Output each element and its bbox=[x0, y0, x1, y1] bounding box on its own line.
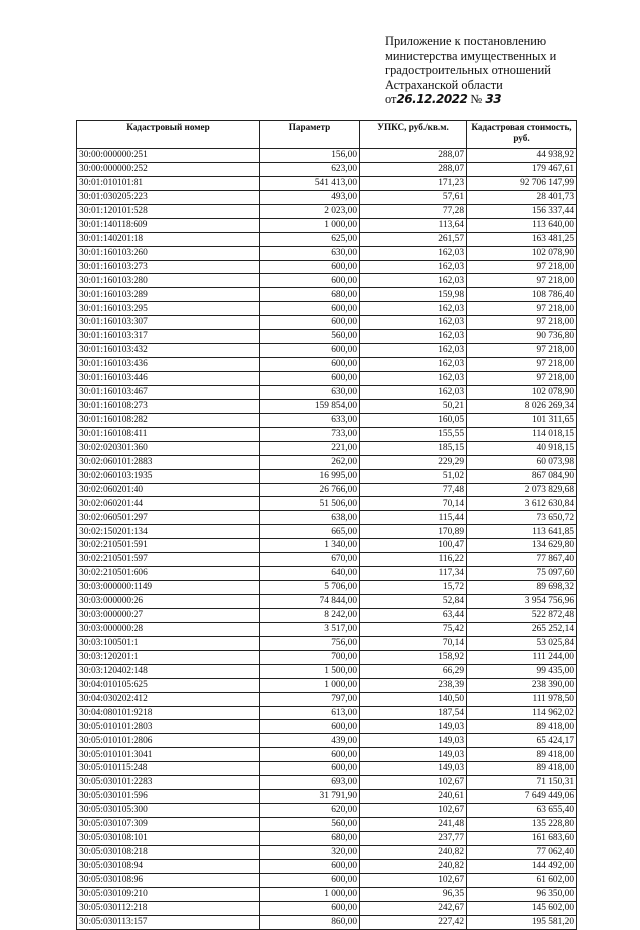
column-header-upks: УПКС, руб./кв.м. bbox=[360, 121, 467, 149]
cell-parameter: 5 706,00 bbox=[260, 581, 360, 595]
cell-cadastral-value: 28 401,73 bbox=[467, 190, 577, 204]
cell-cadastral-value: 97 218,00 bbox=[467, 316, 577, 330]
table-row bbox=[77, 149, 577, 163]
cell-upks: 162,03 bbox=[360, 302, 467, 316]
table-row bbox=[77, 288, 577, 302]
cell-cadastral-value: 113 640,00 bbox=[467, 218, 577, 232]
cell-cadastral-value: 40 918,15 bbox=[467, 441, 577, 455]
cell-cadastral-value: 522 872,48 bbox=[467, 608, 577, 622]
cell-cadastral-value: 265 252,14 bbox=[467, 622, 577, 636]
cell-upks: 115,44 bbox=[360, 511, 467, 525]
cell-upks: 96,35 bbox=[360, 887, 467, 901]
cell-cadastral-value: 65 424,17 bbox=[467, 734, 577, 748]
cell-cadastral-number: 30:03:120201:1 bbox=[77, 650, 260, 664]
cell-parameter: 600,00 bbox=[260, 873, 360, 887]
table-row bbox=[77, 246, 577, 260]
cell-cadastral-number: 30:05:030108:101 bbox=[77, 831, 260, 845]
cell-cadastral-number: 30:02:060201:44 bbox=[77, 497, 260, 511]
column-header-parameter: Параметр bbox=[260, 121, 360, 149]
document-date-number bbox=[385, 92, 625, 107]
table-row bbox=[77, 330, 577, 344]
cell-upks: 50,21 bbox=[360, 399, 467, 413]
cell-parameter: 600,00 bbox=[260, 859, 360, 873]
cell-upks: 116,22 bbox=[360, 553, 467, 567]
cell-upks: 171,23 bbox=[360, 176, 467, 190]
cell-cadastral-value: 111 244,00 bbox=[467, 650, 577, 664]
cell-upks: 15,72 bbox=[360, 581, 467, 595]
table-row bbox=[77, 274, 577, 288]
cell-cadastral-value: 89 418,00 bbox=[467, 762, 577, 776]
cell-cadastral-number: 30:02:060501:297 bbox=[77, 511, 260, 525]
cell-parameter: 31 791,90 bbox=[260, 790, 360, 804]
cell-cadastral-number: 30:01:160103:260 bbox=[77, 246, 260, 260]
handwritten-date: 26.12.2022 bbox=[396, 92, 468, 107]
table-row bbox=[77, 887, 577, 901]
cell-cadastral-value: 238 390,00 bbox=[467, 678, 577, 692]
cell-cadastral-value: 867 084,90 bbox=[467, 469, 577, 483]
cell-parameter: 670,00 bbox=[260, 553, 360, 567]
cell-parameter: 600,00 bbox=[260, 358, 360, 372]
cell-upks: 162,03 bbox=[360, 358, 467, 372]
cell-cadastral-value: 53 025,84 bbox=[467, 636, 577, 650]
table-row bbox=[77, 873, 577, 887]
table-row bbox=[77, 776, 577, 790]
table-row bbox=[77, 218, 577, 232]
cell-cadastral-value: 179 467,61 bbox=[467, 162, 577, 176]
cell-upks: 155,55 bbox=[360, 427, 467, 441]
cell-upks: 288,07 bbox=[360, 162, 467, 176]
cell-cadastral-number: 30:05:030112:218 bbox=[77, 901, 260, 915]
table-row bbox=[77, 678, 577, 692]
cell-upks: 66,29 bbox=[360, 664, 467, 678]
table-row bbox=[77, 483, 577, 497]
cell-cadastral-value: 61 602,00 bbox=[467, 873, 577, 887]
cell-upks: 242,67 bbox=[360, 901, 467, 915]
header-line-2: министерства имущественных и bbox=[385, 48, 557, 63]
cell-upks: 113,64 bbox=[360, 218, 467, 232]
table-row bbox=[77, 636, 577, 650]
cell-cadastral-value: 163 481,25 bbox=[467, 232, 577, 246]
cell-parameter: 1 000,00 bbox=[260, 887, 360, 901]
cell-cadastral-value: 108 786,40 bbox=[467, 288, 577, 302]
cadastral-value-table bbox=[76, 120, 577, 930]
cell-parameter: 600,00 bbox=[260, 372, 360, 386]
cell-parameter: 74 844,00 bbox=[260, 595, 360, 609]
cell-cadastral-value: 60 073,98 bbox=[467, 455, 577, 469]
cell-cadastral-value: 77 062,40 bbox=[467, 845, 577, 859]
cell-upks: 187,54 bbox=[360, 706, 467, 720]
cell-cadastral-value: 135 228,80 bbox=[467, 818, 577, 832]
header-line-4: Астраханской области bbox=[385, 77, 503, 92]
table-row bbox=[77, 553, 577, 567]
cell-cadastral-value: 44 938,92 bbox=[467, 149, 577, 163]
cell-upks: 70,14 bbox=[360, 497, 467, 511]
cell-parameter: 680,00 bbox=[260, 288, 360, 302]
table-row bbox=[77, 358, 577, 372]
cell-cadastral-number: 30:02:210501:606 bbox=[77, 567, 260, 581]
cell-upks: 288,07 bbox=[360, 149, 467, 163]
cell-parameter: 16 995,00 bbox=[260, 469, 360, 483]
cell-upks: 75,42 bbox=[360, 622, 467, 636]
cell-parameter: 600,00 bbox=[260, 260, 360, 274]
cell-upks: 162,03 bbox=[360, 274, 467, 288]
table-row bbox=[77, 845, 577, 859]
column-header-cadastral-value: Кадастровая стоимость, руб. bbox=[467, 121, 577, 149]
header-line-3: градостроительных отношений bbox=[385, 63, 551, 78]
cell-upks: 77,48 bbox=[360, 483, 467, 497]
cell-parameter: 665,00 bbox=[260, 525, 360, 539]
cell-upks: 227,42 bbox=[360, 915, 467, 929]
cell-cadastral-value: 89 418,00 bbox=[467, 720, 577, 734]
cell-cadastral-number: 30:01:160103:467 bbox=[77, 385, 260, 399]
cell-cadastral-number: 30:01:120101:528 bbox=[77, 204, 260, 218]
cell-cadastral-value: 99 435,00 bbox=[467, 664, 577, 678]
cell-parameter: 600,00 bbox=[260, 316, 360, 330]
cell-parameter: 26 766,00 bbox=[260, 483, 360, 497]
table-row bbox=[77, 818, 577, 832]
table-row bbox=[77, 162, 577, 176]
table-row bbox=[77, 260, 577, 274]
cell-cadastral-number: 30:03:000000:26 bbox=[77, 595, 260, 609]
cell-upks: 162,03 bbox=[360, 246, 467, 260]
cell-upks: 241,48 bbox=[360, 818, 467, 832]
table-row bbox=[77, 915, 577, 929]
cell-parameter: 797,00 bbox=[260, 692, 360, 706]
column-header-cadastral-number: Кадастровый номер bbox=[77, 121, 260, 149]
table-row bbox=[77, 692, 577, 706]
cell-parameter: 630,00 bbox=[260, 385, 360, 399]
table-row bbox=[77, 455, 577, 469]
table-row bbox=[77, 511, 577, 525]
cell-upks: 149,03 bbox=[360, 734, 467, 748]
table-header-row bbox=[77, 121, 577, 149]
table-row bbox=[77, 413, 577, 427]
table-body bbox=[77, 149, 577, 930]
cell-parameter: 8 242,00 bbox=[260, 608, 360, 622]
cell-parameter: 156,00 bbox=[260, 149, 360, 163]
cell-cadastral-value: 7 649 449,06 bbox=[467, 790, 577, 804]
table-row bbox=[77, 706, 577, 720]
cell-parameter: 600,00 bbox=[260, 274, 360, 288]
cell-parameter: 640,00 bbox=[260, 567, 360, 581]
table-row bbox=[77, 720, 577, 734]
cell-upks: 229,29 bbox=[360, 455, 467, 469]
cell-upks: 162,03 bbox=[360, 385, 467, 399]
cell-parameter: 221,00 bbox=[260, 441, 360, 455]
cell-cadastral-value: 134 629,80 bbox=[467, 539, 577, 553]
cell-cadastral-number: 30:02:060101:2883 bbox=[77, 455, 260, 469]
cell-cadastral-value: 77 867,40 bbox=[467, 553, 577, 567]
cell-cadastral-number: 30:05:030108:94 bbox=[77, 859, 260, 873]
table-row bbox=[77, 469, 577, 483]
cell-parameter: 439,00 bbox=[260, 734, 360, 748]
cell-cadastral-number: 30:02:210501:591 bbox=[77, 539, 260, 553]
table-row bbox=[77, 608, 577, 622]
cell-parameter: 493,00 bbox=[260, 190, 360, 204]
cell-cadastral-number: 30:03:000000:1149 bbox=[77, 581, 260, 595]
cell-cadastral-number: 30:05:030109:210 bbox=[77, 887, 260, 901]
cell-parameter: 560,00 bbox=[260, 818, 360, 832]
cell-parameter: 620,00 bbox=[260, 804, 360, 818]
cell-cadastral-value: 63 655,40 bbox=[467, 804, 577, 818]
cell-cadastral-value: 102 078,90 bbox=[467, 385, 577, 399]
cell-cadastral-value: 71 150,31 bbox=[467, 776, 577, 790]
cell-cadastral-value: 90 736,80 bbox=[467, 330, 577, 344]
cell-upks: 149,03 bbox=[360, 762, 467, 776]
cell-cadastral-number: 30:01:160103:289 bbox=[77, 288, 260, 302]
table-row bbox=[77, 441, 577, 455]
cell-cadastral-number: 30:03:120402:148 bbox=[77, 664, 260, 678]
number-prefix: № bbox=[470, 92, 483, 107]
cell-cadastral-value: 195 581,20 bbox=[467, 915, 577, 929]
cell-cadastral-value: 161 683,60 bbox=[467, 831, 577, 845]
cell-cadastral-value: 144 492,00 bbox=[467, 859, 577, 873]
cell-cadastral-value: 97 218,00 bbox=[467, 344, 577, 358]
cell-upks: 170,89 bbox=[360, 525, 467, 539]
cell-cadastral-number: 30:05:030108:218 bbox=[77, 845, 260, 859]
cell-parameter: 600,00 bbox=[260, 344, 360, 358]
table-row bbox=[77, 650, 577, 664]
table-row bbox=[77, 901, 577, 915]
cell-cadastral-number: 30:02:060201:40 bbox=[77, 483, 260, 497]
cell-upks: 185,15 bbox=[360, 441, 467, 455]
cell-cadastral-number: 30:03:100501:1 bbox=[77, 636, 260, 650]
cell-cadastral-number: 30:05:010101:3041 bbox=[77, 748, 260, 762]
cell-parameter: 262,00 bbox=[260, 455, 360, 469]
cell-cadastral-number: 30:04:030202:412 bbox=[77, 692, 260, 706]
cell-parameter: 600,00 bbox=[260, 901, 360, 915]
table-row bbox=[77, 748, 577, 762]
cell-cadastral-value: 73 650,72 bbox=[467, 511, 577, 525]
cell-parameter: 756,00 bbox=[260, 636, 360, 650]
date-prefix: от bbox=[385, 92, 397, 107]
cell-parameter: 600,00 bbox=[260, 748, 360, 762]
cell-parameter: 733,00 bbox=[260, 427, 360, 441]
document-header bbox=[385, 34, 625, 107]
cell-cadastral-number: 30:05:030113:157 bbox=[77, 915, 260, 929]
cell-cadastral-number: 30:05:030105:300 bbox=[77, 804, 260, 818]
table-row bbox=[77, 204, 577, 218]
table-row bbox=[77, 232, 577, 246]
cell-cadastral-number: 30:00:000000:252 bbox=[77, 162, 260, 176]
cell-parameter: 3 517,00 bbox=[260, 622, 360, 636]
cell-upks: 238,39 bbox=[360, 678, 467, 692]
cell-parameter: 633,00 bbox=[260, 413, 360, 427]
cell-cadastral-value: 2 073 829,68 bbox=[467, 483, 577, 497]
cell-cadastral-number: 30:01:140118:609 bbox=[77, 218, 260, 232]
cell-upks: 162,03 bbox=[360, 316, 467, 330]
cell-upks: 240,82 bbox=[360, 859, 467, 873]
cell-parameter: 320,00 bbox=[260, 845, 360, 859]
table-row bbox=[77, 539, 577, 553]
cell-cadastral-value: 97 218,00 bbox=[467, 260, 577, 274]
table-row bbox=[77, 302, 577, 316]
cell-cadastral-number: 30:03:000000:27 bbox=[77, 608, 260, 622]
cell-parameter: 638,00 bbox=[260, 511, 360, 525]
cell-upks: 261,57 bbox=[360, 232, 467, 246]
cell-cadastral-number: 30:05:010101:2806 bbox=[77, 734, 260, 748]
cell-cadastral-number: 30:01:140201:18 bbox=[77, 232, 260, 246]
cell-parameter: 159 854,00 bbox=[260, 399, 360, 413]
cell-cadastral-number: 30:02:020301:360 bbox=[77, 441, 260, 455]
table-row bbox=[77, 372, 577, 386]
cell-upks: 162,03 bbox=[360, 344, 467, 358]
table-row bbox=[77, 804, 577, 818]
cell-parameter: 1 500,00 bbox=[260, 664, 360, 678]
cell-cadastral-number: 30:01:160103:317 bbox=[77, 330, 260, 344]
cell-cadastral-number: 30:01:160108:411 bbox=[77, 427, 260, 441]
cell-cadastral-number: 30:05:030101:2283 bbox=[77, 776, 260, 790]
cell-cadastral-value: 97 218,00 bbox=[467, 372, 577, 386]
cell-parameter: 680,00 bbox=[260, 831, 360, 845]
cell-cadastral-value: 102 078,90 bbox=[467, 246, 577, 260]
cell-parameter: 613,00 bbox=[260, 706, 360, 720]
cell-parameter: 630,00 bbox=[260, 246, 360, 260]
cell-cadastral-number: 30:05:030107:309 bbox=[77, 818, 260, 832]
cell-cadastral-number: 30:01:160103:273 bbox=[77, 260, 260, 274]
cell-parameter: 625,00 bbox=[260, 232, 360, 246]
cell-upks: 140,50 bbox=[360, 692, 467, 706]
table-row bbox=[77, 581, 577, 595]
table-row bbox=[77, 734, 577, 748]
table-row bbox=[77, 622, 577, 636]
table-row bbox=[77, 859, 577, 873]
cell-upks: 149,03 bbox=[360, 720, 467, 734]
table-row bbox=[77, 790, 577, 804]
cell-cadastral-value: 97 218,00 bbox=[467, 358, 577, 372]
table-row bbox=[77, 595, 577, 609]
cell-parameter: 51 506,00 bbox=[260, 497, 360, 511]
cell-cadastral-number: 30:01:160103:436 bbox=[77, 358, 260, 372]
table-row bbox=[77, 385, 577, 399]
cell-cadastral-number: 30:02:150201:134 bbox=[77, 525, 260, 539]
cell-parameter: 600,00 bbox=[260, 302, 360, 316]
cell-cadastral-number: 30:05:010101:2803 bbox=[77, 720, 260, 734]
cell-cadastral-number: 30:01:010101:81 bbox=[77, 176, 260, 190]
cell-cadastral-number: 30:01:160103:446 bbox=[77, 372, 260, 386]
cell-upks: 63,44 bbox=[360, 608, 467, 622]
cell-cadastral-number: 30:03:000000:28 bbox=[77, 622, 260, 636]
table-row bbox=[77, 176, 577, 190]
table-row bbox=[77, 190, 577, 204]
cell-cadastral-number: 30:01:160103:295 bbox=[77, 302, 260, 316]
cell-cadastral-value: 89 418,00 bbox=[467, 748, 577, 762]
table-row bbox=[77, 497, 577, 511]
cell-parameter: 1 000,00 bbox=[260, 678, 360, 692]
cell-parameter: 560,00 bbox=[260, 330, 360, 344]
cell-cadastral-number: 30:00:000000:251 bbox=[77, 149, 260, 163]
cell-upks: 149,03 bbox=[360, 748, 467, 762]
cell-parameter: 600,00 bbox=[260, 762, 360, 776]
handwritten-number: 33 bbox=[485, 92, 502, 107]
cell-upks: 102,67 bbox=[360, 804, 467, 818]
cell-cadastral-value: 114 018,15 bbox=[467, 427, 577, 441]
cell-cadastral-number: 30:02:210501:597 bbox=[77, 553, 260, 567]
cell-cadastral-number: 30:01:160103:280 bbox=[77, 274, 260, 288]
cell-cadastral-value: 3 954 756,96 bbox=[467, 595, 577, 609]
cell-cadastral-number: 30:04:080101:9218 bbox=[77, 706, 260, 720]
cell-upks: 70,14 bbox=[360, 636, 467, 650]
table-row bbox=[77, 762, 577, 776]
cell-cadastral-value: 101 311,65 bbox=[467, 413, 577, 427]
cell-upks: 117,34 bbox=[360, 567, 467, 581]
cell-upks: 240,82 bbox=[360, 845, 467, 859]
cell-cadastral-number: 30:01:160108:282 bbox=[77, 413, 260, 427]
cell-cadastral-number: 30:04:010105:625 bbox=[77, 678, 260, 692]
cell-upks: 237,77 bbox=[360, 831, 467, 845]
cell-upks: 240,61 bbox=[360, 790, 467, 804]
cell-upks: 162,03 bbox=[360, 260, 467, 274]
cell-cadastral-number: 30:05:030101:596 bbox=[77, 790, 260, 804]
cell-cadastral-value: 89 698,32 bbox=[467, 581, 577, 595]
cell-parameter: 600,00 bbox=[260, 720, 360, 734]
cell-cadastral-value: 75 097,60 bbox=[467, 567, 577, 581]
cell-parameter: 693,00 bbox=[260, 776, 360, 790]
cell-upks: 102,67 bbox=[360, 873, 467, 887]
table-row bbox=[77, 344, 577, 358]
cell-upks: 77,28 bbox=[360, 204, 467, 218]
table-row bbox=[77, 831, 577, 845]
header-line-1: Приложение к постановлению bbox=[385, 34, 547, 48]
cell-upks: 52,84 bbox=[360, 595, 467, 609]
cell-cadastral-number: 30:05:010115:248 bbox=[77, 762, 260, 776]
cell-upks: 162,03 bbox=[360, 372, 467, 386]
cell-upks: 162,03 bbox=[360, 330, 467, 344]
cell-parameter: 2 023,00 bbox=[260, 204, 360, 218]
cell-cadastral-value: 114 962,02 bbox=[467, 706, 577, 720]
cell-cadastral-value: 97 218,00 bbox=[467, 274, 577, 288]
cell-upks: 102,67 bbox=[360, 776, 467, 790]
cell-cadastral-value: 3 612 630,84 bbox=[467, 497, 577, 511]
cell-upks: 51,02 bbox=[360, 469, 467, 483]
cell-parameter: 700,00 bbox=[260, 650, 360, 664]
cell-upks: 57,61 bbox=[360, 190, 467, 204]
cell-cadastral-value: 111 978,50 bbox=[467, 692, 577, 706]
cell-cadastral-value: 8 026 269,34 bbox=[467, 399, 577, 413]
cell-cadastral-value: 145 602,00 bbox=[467, 901, 577, 915]
cell-cadastral-value: 156 337,44 bbox=[467, 204, 577, 218]
cell-cadastral-number: 30:01:160108:273 bbox=[77, 399, 260, 413]
cell-parameter: 541 413,00 bbox=[260, 176, 360, 190]
cell-upks: 158,92 bbox=[360, 650, 467, 664]
table-row bbox=[77, 316, 577, 330]
cell-parameter: 860,00 bbox=[260, 915, 360, 929]
cell-cadastral-number: 30:01:160103:307 bbox=[77, 316, 260, 330]
table-row bbox=[77, 525, 577, 539]
cell-parameter: 1 340,00 bbox=[260, 539, 360, 553]
cell-cadastral-number: 30:02:060103:1935 bbox=[77, 469, 260, 483]
table-row bbox=[77, 664, 577, 678]
table-row bbox=[77, 567, 577, 581]
table-row bbox=[77, 399, 577, 413]
cell-cadastral-number: 30:01:160103:432 bbox=[77, 344, 260, 358]
cell-parameter: 623,00 bbox=[260, 162, 360, 176]
cell-cadastral-number: 30:01:030205:223 bbox=[77, 190, 260, 204]
cell-upks: 159,98 bbox=[360, 288, 467, 302]
table-row bbox=[77, 427, 577, 441]
cell-parameter: 1 000,00 bbox=[260, 218, 360, 232]
cell-upks: 160,05 bbox=[360, 413, 467, 427]
cell-cadastral-value: 92 706 147,99 bbox=[467, 176, 577, 190]
cell-upks: 100,47 bbox=[360, 539, 467, 553]
cell-cadastral-value: 113 641,85 bbox=[467, 525, 577, 539]
cell-cadastral-value: 96 350,00 bbox=[467, 887, 577, 901]
cell-cadastral-value: 97 218,00 bbox=[467, 302, 577, 316]
cell-cadastral-number: 30:05:030108:96 bbox=[77, 873, 260, 887]
